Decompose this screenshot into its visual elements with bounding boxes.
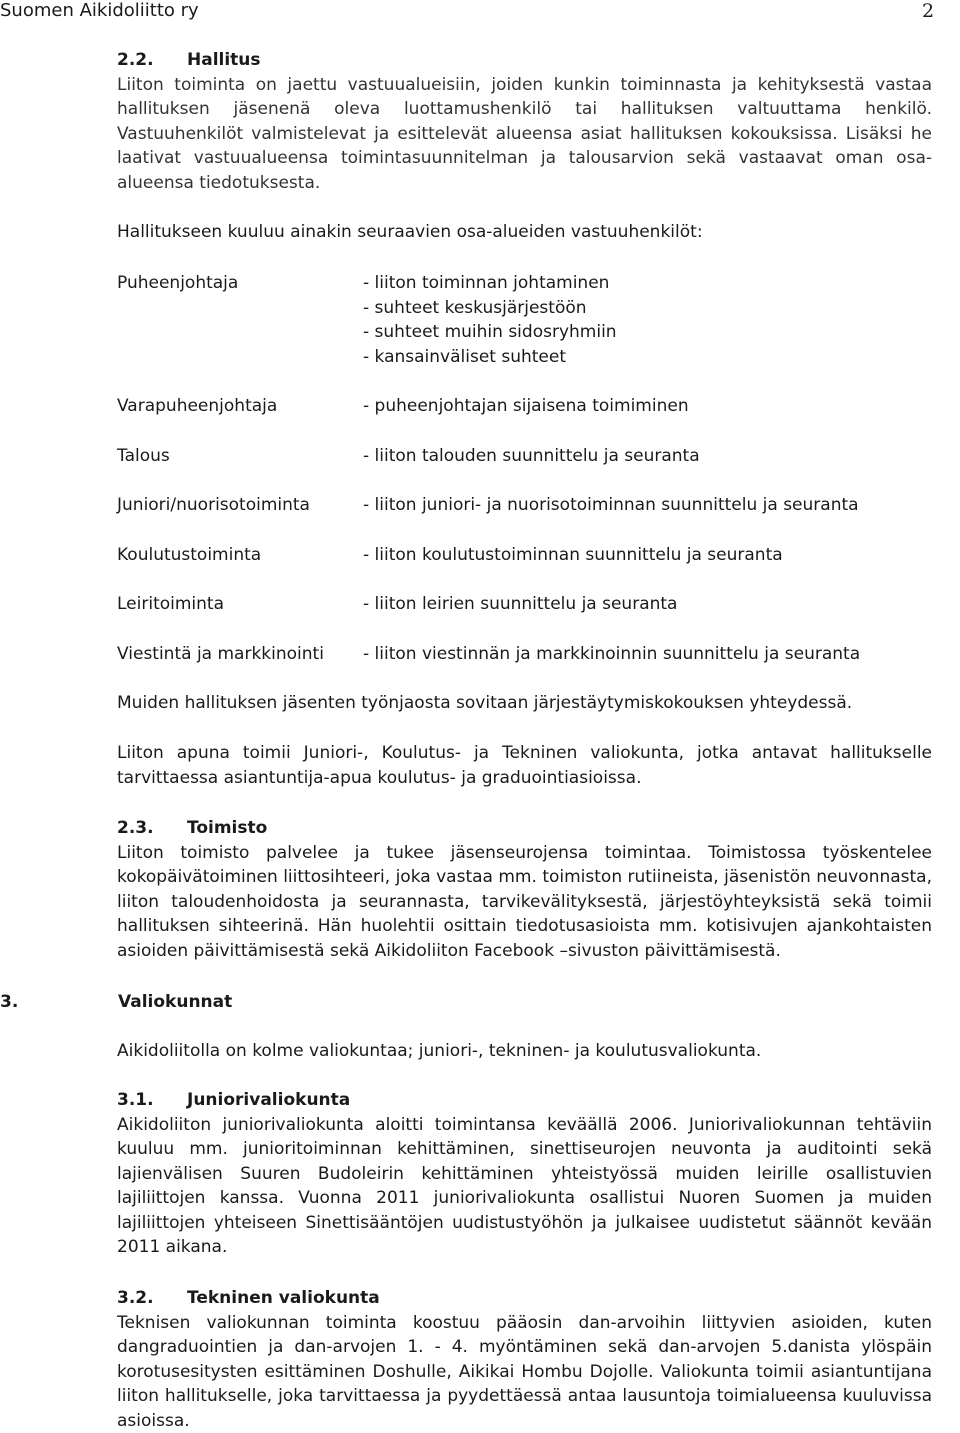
role-duty: - puheenjohtajan sijaisena toimiminen xyxy=(363,394,689,419)
section-3-2 xyxy=(117,1286,932,1433)
roles-lead-text: Hallitukseen kuuluu ainakin seuraavien osa-alueiden vastuuhenkilöt: xyxy=(117,220,932,245)
role-duty: - kansainväliset suhteet xyxy=(363,345,617,370)
role-label: Leiritoiminta xyxy=(117,592,224,617)
chapter-3-intro xyxy=(117,1039,932,1064)
roles-lead xyxy=(117,220,932,245)
page-number: 2 xyxy=(922,0,934,22)
section-heading xyxy=(117,48,932,73)
section-paragraph: Teknisen valiokunnan toiminta koostuu pääosin dan-arvoihin liittyvien asioiden, kuten dangraduointien ja dan-arvojen 1. - 4. myöntäminen sekä dan-arvojen 5.danista ylöspäin korotusesitysten esittäminen Doshulle, Aikikai Hombu Dojolle. Valiokunta toimii asiantuntijana liiton hallitukselle, joka tarvittaessa ja pyydettäessä antaa lausuntoja toimialueensa kuuluvissa asioissa. xyxy=(117,1311,932,1433)
section-intro-paragraph: Liiton toiminta on jaettu vastuualueisiin, joiden kunkin toiminnasta ja kehityksestä vastaa hallituksen jäsenenä oleva luottamushenkilö tai hallituksen valtuuttama henkilö. Vastuuhenkilöt valmistelevat ja esittelevät alueensa asiat hallituksen kokouksissa. Lisäksi he laativat vastuualueensa toimintasuunnitelman ja talousarvion sekä vastaavat oman osa-alueensa tiedotuksesta. xyxy=(117,73,932,196)
section-heading xyxy=(117,1286,932,1311)
role-label: Talous xyxy=(117,444,170,469)
section-2-2 xyxy=(117,48,932,195)
role-description xyxy=(363,271,617,369)
section-number: 3.1. xyxy=(117,1088,187,1113)
section-heading xyxy=(117,1088,932,1113)
role-duty: - suhteet keskusjärjestöön xyxy=(363,296,617,321)
paragraph-committees-text: Liiton apuna toimii Juniori-, Koulutus- ja Tekninen valiokunta, jotka antavat hallitukselle tarvittaessa asiantuntija-apua koulutus- ja graduointiasioissa. xyxy=(117,741,932,790)
role-duty: - liiton toiminnan johtaminen xyxy=(363,271,617,296)
header-org: Suomen Aikidoliitto ry xyxy=(0,0,199,22)
role-duty: - liiton juniori- ja nuorisotoiminnan suunnittelu ja seuranta xyxy=(363,493,859,518)
paragraph-others-text: Muiden hallituksen jäsenten työnjaosta sovitaan järjestäytymiskokouksen yhteydessä. xyxy=(117,691,932,716)
section-number: 2.3. xyxy=(117,816,187,841)
section-title: Juniorivaliokunta xyxy=(187,1090,350,1110)
paragraph-committees xyxy=(117,741,932,790)
section-paragraph: Aikidoliiton juniorivaliokunta aloitti toimintansa keväällä 2006. Juniorivaliokunnan tehtäviin kuuluu mm. junioritoiminnan kehittäminen, sinettiseurojen neuvonta ja auditointi sekä lajienvälisen Suuren Budoleirin kehittäminen yhteistyössä muiden leirille osallistuvien lajiliittojen kanssa. Vuonna 2011 juniorivaliokunta osallistui Nuoren Suomen ja muiden lajiliittojen yhteiseen Sinettisääntöjen uudistustyöhön ja julkaisee uudistetut säännöt kevään 2011 aikana. xyxy=(117,1113,932,1260)
role-duty: - suhteet muihin sidosryhmiin xyxy=(363,320,617,345)
paragraph-others xyxy=(117,691,932,716)
section-paragraph: Liiton toimisto palvelee ja tukee jäsenseurojensa toimintaa. Toimistossa työskentelee kokopäivätoiminen liittosihteeri, joka vastaa mm. toimiston rutiineista, jäsenistön neuvonnasta, liiton taloudenhoidosta ja seurannasta, tarvikevälityksestä, järjestöyhteyksistä sekä toimii hallituksen sihteerinä. Hän huolehtii osittain tiedotusasioista mm. kotisivujen ajankohtaisten asioiden päivittämisestä sekä Aikidoliiton Facebook –sivuston päivittämisestä. xyxy=(117,841,932,964)
section-number: 3.2. xyxy=(117,1286,187,1311)
role-duty: - liiton leirien suunnittelu ja seuranta xyxy=(363,592,677,617)
section-title: Toimisto xyxy=(187,818,267,838)
role-label: Koulutustoiminta xyxy=(117,543,261,568)
section-title: Tekninen valiokunta xyxy=(187,1288,380,1308)
section-title: Hallitus xyxy=(187,50,261,70)
role-label: Juniori/nuorisotoiminta xyxy=(117,493,310,518)
chapter-intro-text: Aikidoliitolla on kolme valiokuntaa; juniori-, tekninen- ja koulutusvaliokunta. xyxy=(117,1039,932,1064)
chapter-title: Valiokunnat xyxy=(118,992,232,1012)
section-number: 2.2. xyxy=(117,48,187,73)
role-duty: - liiton koulutustoiminnan suunnittelu ja seuranta xyxy=(363,543,783,568)
section-2-3 xyxy=(117,816,932,963)
chapter-3-heading xyxy=(0,990,232,1015)
role-label: Varapuheenjohtaja xyxy=(117,394,277,419)
section-3-1 xyxy=(117,1088,932,1260)
role-duty: - liiton talouden suunnittelu ja seuranta xyxy=(363,444,700,469)
role-label: Puheenjohtaja xyxy=(117,271,238,296)
role-duty: - liiton viestinnän ja markkinoinnin suunnittelu ja seuranta xyxy=(363,642,860,667)
chapter-number: 3. xyxy=(0,990,118,1015)
role-label: Viestintä ja markkinointi xyxy=(117,642,324,667)
section-heading xyxy=(117,816,932,841)
